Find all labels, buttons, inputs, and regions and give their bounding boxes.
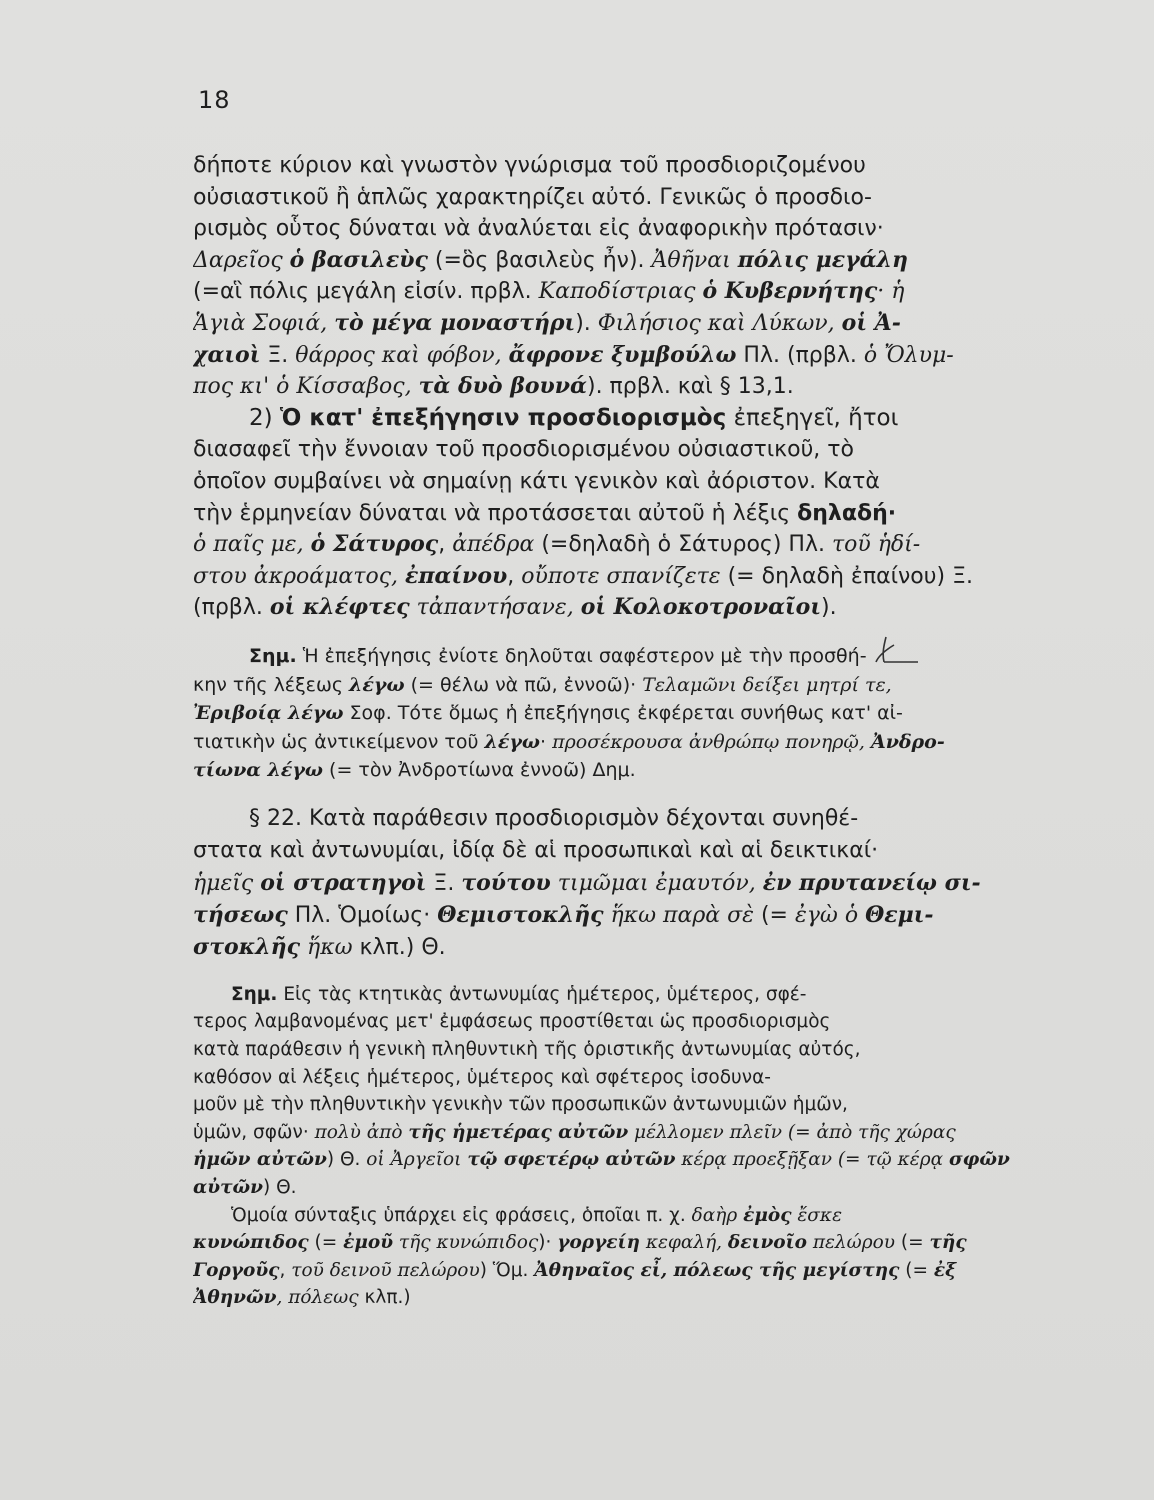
text-run: δηλαδή·: [797, 500, 897, 526]
text-run: ).: [821, 595, 837, 621]
text-run: ἔσκε: [791, 1204, 842, 1226]
page-body: [193, 150, 1103, 1312]
text-run: Πλ. Ὁμοίως·: [287, 902, 438, 928]
text-run: Γοργοῦς: [193, 1259, 280, 1281]
text-run: (=ὃς βασιλεὺς ἦν).: [427, 247, 652, 273]
text-line: [193, 1229, 1103, 1257]
text-run: τερος λαμβανομένας μετ' ἐμφάσεως προστίθεται ὡς προσδιορισμὸς: [193, 1011, 831, 1033]
text-line: [193, 835, 1103, 867]
text-run: (=αἳ πόλις μεγάλη εἰσίν. πρβλ.: [193, 279, 539, 305]
text-run: Σοφ. Τότε ὅμως ἡ ἐπεξήγησις ἐκφέρεται συνήθως κατ' αἰ-: [343, 702, 903, 725]
text-run: προσέκρουσα ἀνθρώπῳ πονηρῷ,: [552, 730, 871, 753]
text-run: ἐξ: [933, 1259, 957, 1281]
handwritten-mark: [872, 635, 920, 665]
text-run: τοῦ δεινοῦ πελώρου: [291, 1259, 480, 1281]
text-run: Ἀθηνῶν: [193, 1287, 277, 1309]
text-run: δεινοῖο: [727, 1232, 807, 1254]
text-line: [193, 371, 1103, 403]
text-line: [193, 1119, 1103, 1147]
text-run: (=: [753, 902, 795, 928]
text-line: [193, 699, 1103, 728]
text-run: κατὰ παράθεσιν ἡ γενικὴ πληθυντικὴ τῆς ὁριστικῆς ἀντωνυμίας αὐτός,: [193, 1039, 861, 1061]
text-run: τὸ μέγα μοναστήρι: [334, 309, 576, 336]
text-run: · ἡ: [877, 279, 905, 305]
text-run: στου ἀκροάματος,: [193, 563, 405, 589]
text-run: ἀπέδρα: [452, 532, 535, 558]
text-run: Εἰς τὰς κτητικὰς ἀντωνυμίας ἡμέτερος, ὑμέτερος, σφέ-: [277, 983, 807, 1005]
text-run: τἀπαντήσανε,: [409, 595, 581, 621]
text-line: [193, 1091, 1103, 1119]
text-run: οὐσιαστικοῦ ἢ ἁπλῶς χαρακτηρίζει αὐτό. Γενικῶς ὁ προσδιο-: [193, 184, 872, 210]
text-run: πος κι' ὁ Κίσσαβος,: [193, 374, 419, 400]
text-run: )·: [538, 1232, 558, 1254]
subsection-2-body: [193, 434, 1103, 624]
text-run: (=: [899, 1259, 934, 1281]
text-run: τήσεως: [193, 901, 288, 928]
text-run: τιατικὴν ὡς ἀντικείμενον τοῦ: [193, 730, 485, 753]
text-run: ἐν πρυτανείῳ σι-: [762, 869, 981, 896]
text-run: Πλ. (πρβλ.: [736, 342, 864, 368]
text-line: [193, 931, 1103, 963]
text-run: Δαρεῖος: [193, 247, 290, 273]
text-run: ἡμῶν αὐτῶν: [193, 1149, 327, 1171]
text-run: κεφαλή,: [639, 1232, 728, 1254]
text-line: [193, 245, 1103, 277]
text-run: Τελαμῶνι δείξει μητρί τε,: [642, 673, 892, 696]
text-run: ἥκω: [300, 934, 353, 960]
text-run: τίωνα λέγω: [193, 759, 323, 782]
text-run: ,: [279, 1259, 292, 1281]
text-run: (= τὸν Ἀνδροτίωνα ἐννοῶ) Δημ.: [323, 759, 636, 782]
text-run: ) Ὅμ.: [479, 1259, 535, 1281]
text-run: Φιλήσιος καὶ Λύκων,: [597, 310, 842, 336]
text-line: [193, 213, 1103, 245]
text-run: δήποτε κύριον καὶ γνωστὸν γνώρισμα τοῦ προσδιοριζομένου: [193, 153, 866, 178]
text-run: ὁποῖον συμβαίνει νὰ σημαίνῃ κάτι γενικὸν καὶ ἀόριστον. Κατὰ: [193, 468, 880, 494]
text-run: κέρᾳ προεξῇξαν (= τῷ κέρᾳ: [675, 1149, 949, 1171]
text-line: [193, 867, 1103, 899]
text-line: [193, 434, 1103, 466]
text-run: στατα καὶ ἀντωνυμίαι, ἰδίᾳ δὲ αἱ προσωπικαὶ καὶ αἱ δεικτικαί·: [193, 837, 879, 863]
text-line: [193, 529, 1103, 561]
text-run: (=: [308, 1232, 344, 1254]
text-run: πολὺ ἀπὸ: [314, 1121, 409, 1143]
text-run: τούτου: [461, 869, 551, 896]
text-line: [193, 803, 1103, 835]
text-run: γοργείη: [557, 1232, 640, 1254]
text-line: [193, 561, 1103, 593]
text-run: ὁ Κυβερνήτης: [702, 278, 878, 305]
text-run: ).: [575, 310, 598, 336]
text-run: ὁ παῖς με,: [193, 532, 311, 558]
text-run: Ξ.: [426, 870, 462, 896]
text-run: τὴν ἑρμηνείαν δύναται νὰ προτάσσεται αὐτοῦ ἡ λέξις: [193, 500, 798, 526]
text-line: [193, 276, 1103, 308]
text-line: [193, 1008, 1103, 1036]
text-run: (πρβλ.: [193, 595, 270, 621]
text-run: τῆς κυνώπιδος: [393, 1232, 539, 1254]
subsection-title: Ὁ κατ' ἐπεξήγησιν προσδιορισμὸς: [279, 404, 727, 431]
text-run: τῆς: [929, 1232, 967, 1254]
note-2: [193, 981, 1103, 1312]
text-run: ἄφρονε ξυμβούλω: [508, 341, 737, 368]
page-number: 18: [198, 86, 231, 114]
text-run: Ἡ ἐπεξήγησις ἐνίοτε δηλοῦται σαφέστερον μὲ τὴν προσθή-: [296, 644, 867, 667]
text-run: Σημ.: [231, 983, 278, 1005]
text-run: τῷ σφετέρῳ αὐτῶν: [467, 1149, 676, 1171]
text-run: χαιοὶ: [193, 341, 261, 368]
text-run: ,: [438, 532, 453, 558]
text-line: [193, 1036, 1103, 1064]
text-run: οἱ Ἀργεῖοι: [366, 1149, 468, 1171]
text-run: κλπ.): [358, 1287, 411, 1309]
text-run: Θεμιστοκλῆς: [437, 901, 604, 928]
text-run: μέλλομεν πλεῖν (= ἀπὸ τῆς χώρας: [628, 1121, 956, 1143]
text-run: ἐμοῦ: [343, 1232, 394, 1254]
text-run: ). πρβλ. καὶ § 13,1.: [586, 374, 794, 400]
text-run: Θεμι-: [865, 901, 934, 928]
text-run: διασαφεῖ τὴν ἔννοιαν τοῦ προσδιορισμένου οὐσιαστικοῦ, τὸ: [193, 437, 854, 463]
text-line: [193, 642, 1103, 671]
text-run: λέγω: [484, 730, 541, 753]
text-run: τὰ δυὸ βουνά: [418, 373, 587, 400]
text-run: ) Θ.: [326, 1149, 367, 1171]
text-run: (=δηλαδὴ ὁ Σάτυρος) Πλ.: [534, 532, 832, 558]
subsection-number: 2): [249, 404, 273, 431]
text-line: [193, 981, 1103, 1009]
section-22: [193, 803, 1103, 963]
text-run: πόλις μεγάλη: [737, 246, 908, 273]
text-run: (=: [894, 1232, 930, 1254]
text-run: λέγω: [349, 673, 405, 696]
text-run: κλπ.) Θ.: [352, 934, 446, 960]
text-run: σφῶν: [948, 1149, 1010, 1171]
text-run: τοῦ ἡδί-: [831, 532, 921, 558]
text-line: [193, 150, 1103, 182]
text-run: πελώρου: [806, 1232, 895, 1254]
text-run: , πόλεως: [276, 1287, 359, 1309]
text-run: ὁ Ὄλυμ-: [863, 342, 954, 368]
text-run: Ἀθηναῖος εἶ, πόλεως τῆς μεγίστης: [534, 1259, 900, 1281]
text-run: οἱ κλέφτες: [269, 594, 410, 621]
text-run: ἐγὼ ὁ: [794, 902, 866, 928]
text-run: ὁ Σάτυρος: [310, 531, 439, 558]
text-run: Ἁγιὰ Σοφιά,: [193, 310, 335, 336]
text-run: αὐτῶν: [193, 1177, 263, 1199]
text-run: Ἀθῆναι: [651, 247, 738, 273]
subsection-header-rest: ἐπεξηγεῖ, ἤτοι: [733, 404, 899, 431]
text-run: οὔποτε σπανίζετε: [521, 563, 721, 589]
text-run: ·: [540, 730, 553, 753]
text-run: οἱ Ἀ-: [841, 309, 901, 336]
text-run: (= θέλω νὰ πῶ, ἐννοῶ)·: [404, 673, 643, 696]
subsection-2-header: [193, 403, 1103, 435]
text-run: ὁ βασιλεὺς: [289, 246, 428, 273]
text-run: Καποδίστριας: [538, 279, 703, 305]
text-run: οἱ Κολοκοτροναῖοι: [580, 594, 822, 621]
note-1: [193, 642, 1103, 785]
text-line: [193, 1174, 1103, 1202]
text-line: [193, 498, 1103, 530]
text-run: τῆς ἡμετέρας αὐτῶν: [408, 1121, 629, 1143]
text-line: [193, 1146, 1103, 1174]
text-run: Ὁμοία σύνταξις ὑπάρχει εἰς φράσεις, ὁποῖαι π. χ.: [231, 1204, 692, 1226]
text-line: [193, 1257, 1103, 1285]
text-run: καθόσον αἱ λέξεις ἡμέτερος, ὑμέτερος καὶ σφέτερος ἰσοδυνα-: [193, 1066, 771, 1088]
text-line: [193, 466, 1103, 498]
text-run: § 22. Κατὰ παράθεσιν προσδιορισμὸν δέχονται συνηθέ-: [249, 805, 859, 831]
text-line: [193, 728, 1103, 757]
text-line: [193, 308, 1103, 340]
text-run: κυνώπιδος: [193, 1232, 309, 1254]
text-run: Ξ.: [260, 342, 296, 368]
text-line: [193, 340, 1103, 372]
text-run: δαὴρ: [691, 1204, 744, 1226]
text-line: [193, 1284, 1103, 1312]
text-run: ἐμὸς: [743, 1204, 792, 1226]
text-run: ρισμὸς οὗτος δύναται νὰ ἀναλύεται εἰς ἀναφορικὴν πρότασιν·: [193, 216, 884, 242]
text-run: ,: [507, 563, 522, 589]
text-line: [193, 592, 1103, 624]
text-run: οἱ στρατηγοὶ: [260, 869, 427, 896]
text-run: τιμῶμαι ἐμαυτόν,: [550, 870, 763, 896]
text-run: Σημ.: [249, 644, 297, 667]
text-run: θάρρος καὶ φόβον,: [295, 342, 509, 368]
text-run: μοῦν μὲ τὴν πληθυντικὴν γενικὴν τῶν προσωπικῶν ἀντωνυμιῶν ἡμῶν,: [193, 1094, 848, 1116]
text-run: ὑμῶν, σφῶν·: [193, 1121, 315, 1143]
text-run: ἥκω παρὰ σὲ: [603, 902, 754, 928]
text-run: στοκλῆς: [193, 933, 301, 960]
text-line: [193, 756, 1103, 785]
text-line: [193, 182, 1103, 214]
text-run: Ἀνδρο-: [870, 730, 945, 753]
text-run: ἐπαίνου: [405, 562, 508, 589]
text-line: [193, 1064, 1103, 1092]
text-run: ) Θ.: [262, 1177, 297, 1199]
text-run: κην τῆς λέξεως: [193, 673, 350, 696]
section-21-continuation: [193, 150, 1103, 403]
text-line: [193, 671, 1103, 700]
text-line: [193, 899, 1103, 931]
text-line: [193, 1202, 1103, 1230]
text-run: Ἐριβοίᾳ λέγω: [193, 702, 344, 725]
text-run: (= δηλαδὴ ἐπαίνου) Ξ.: [720, 563, 973, 589]
text-run: ἡμεῖς: [193, 870, 261, 896]
